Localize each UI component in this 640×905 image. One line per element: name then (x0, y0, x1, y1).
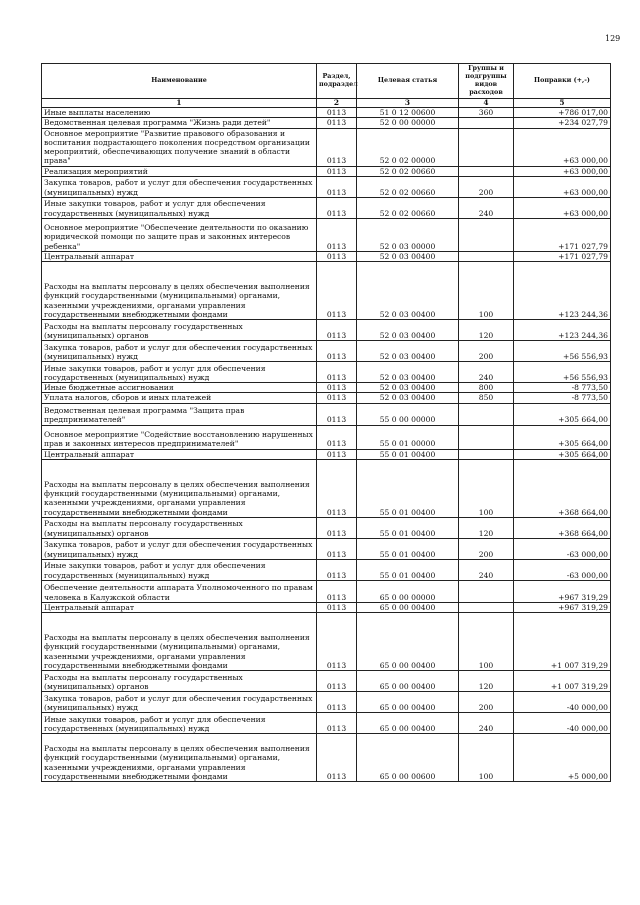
row-target-article: 52 0 03 00400 (357, 393, 459, 403)
row-expense-group (459, 425, 514, 449)
row-expense-group: 100 (459, 262, 514, 320)
header-expense-group: Группы и подгруппы видов расходов (459, 64, 514, 99)
row-section: 0113 (317, 262, 357, 320)
row-expense-group: 120 (459, 517, 514, 538)
header-section: Раздел, подраздел (317, 64, 357, 99)
row-section: 0113 (317, 671, 357, 692)
column-number: 1 (42, 99, 317, 108)
row-section: 0113 (317, 197, 357, 218)
row-amount: +305 664,00 (514, 449, 611, 459)
row-amount: -8 773,50 (514, 383, 611, 393)
row-name: Закупка товаров, работ и услуг для обеспечения государственных (муниципальных) нужд (42, 341, 317, 362)
row-target-article: 52 0 02 00000 (357, 128, 459, 166)
row-amount: +56 556,93 (514, 362, 611, 383)
row-amount: +967 319,29 (514, 602, 611, 612)
row-name: Расходы на выплаты персоналу государственных (муниципальных) органов (42, 671, 317, 692)
row-expense-group (459, 128, 514, 166)
row-name: Центральный аппарат (42, 251, 317, 261)
row-name: Закупка товаров, работ и услуг для обеспечения государственных (муниципальных) нужд (42, 538, 317, 559)
row-section: 0113 (317, 108, 357, 118)
row-name: Расходы на выплаты персоналу в целях обеспечения выполнения функций государственными (муниципальными) органами, казенными учреждениями, органами управления государственными внебюджетными фондами (42, 613, 317, 671)
row-amount: +5 000,00 (514, 734, 611, 782)
table-row (42, 559, 611, 580)
row-expense-group: 360 (459, 108, 514, 118)
row-expense-group: 240 (459, 362, 514, 383)
row-amount: +234 027,79 (514, 118, 611, 128)
table-body (42, 108, 611, 782)
row-expense-group (459, 403, 514, 425)
row-target-article: 65 0 00 00000 (357, 580, 459, 602)
row-target-article: 52 0 03 00400 (357, 383, 459, 393)
row-expense-group (459, 166, 514, 176)
row-section: 0113 (317, 602, 357, 612)
row-name: Расходы на выплаты персоналу государственных (муниципальных) органов (42, 320, 317, 341)
row-section: 0113 (317, 580, 357, 602)
row-amount: +967 319,29 (514, 580, 611, 602)
row-expense-group (459, 218, 514, 251)
row-section: 0113 (317, 218, 357, 251)
row-amount: +63 000,00 (514, 176, 611, 197)
row-name: Расходы на выплаты персоналу государственных (муниципальных) органов (42, 517, 317, 538)
row-expense-group: 120 (459, 320, 514, 341)
row-amount: +171 027,79 (514, 251, 611, 261)
table-row (42, 671, 611, 692)
budget-amendments-table (41, 63, 611, 782)
row-amount: -8 773,50 (514, 393, 611, 403)
table-row (42, 362, 611, 383)
row-target-article: 51 0 12 00600 (357, 108, 459, 118)
row-expense-group: 100 (459, 734, 514, 782)
row-name: Реализация мероприятий (42, 166, 317, 176)
column-number: 2 (317, 99, 357, 108)
row-target-article: 52 0 00 00000 (357, 118, 459, 128)
header-name: Наименование (42, 64, 317, 99)
row-amount: +786 017,00 (514, 108, 611, 118)
row-expense-group (459, 449, 514, 459)
row-amount: +123 244,36 (514, 262, 611, 320)
row-section: 0113 (317, 692, 357, 713)
row-section: 0113 (317, 251, 357, 261)
table-row (42, 393, 611, 403)
row-name: Иные бюджетные ассигнования (42, 383, 317, 393)
column-number: 4 (459, 99, 514, 108)
row-section: 0113 (317, 341, 357, 362)
row-amount: -40 000,00 (514, 713, 611, 734)
table-row (42, 459, 611, 517)
row-target-article: 65 0 00 00400 (357, 713, 459, 734)
row-expense-group: 200 (459, 176, 514, 197)
row-target-article: 52 0 03 00400 (357, 251, 459, 261)
row-target-article: 55 0 01 00400 (357, 517, 459, 538)
column-number: 3 (357, 99, 459, 108)
row-target-article: 52 0 02 00660 (357, 197, 459, 218)
table-row (42, 403, 611, 425)
row-target-article: 52 0 02 00660 (357, 176, 459, 197)
row-section: 0113 (317, 517, 357, 538)
table-row (42, 613, 611, 671)
row-amount: +305 664,00 (514, 425, 611, 449)
row-section: 0113 (317, 538, 357, 559)
row-name: Центральный аппарат (42, 602, 317, 612)
row-target-article: 52 0 03 00000 (357, 218, 459, 251)
row-name: Центральный аппарат (42, 449, 317, 459)
row-amount: +171 027,79 (514, 218, 611, 251)
row-target-article: 55 0 00 00000 (357, 403, 459, 425)
row-name: Расходы на выплаты персоналу в целях обеспечения выполнения функций государственными (муниципальными) органами, казенными учреждениями, органами управления государственными внебюджетными фондами (42, 459, 317, 517)
row-section: 0113 (317, 734, 357, 782)
row-target-article: 55 0 01 00400 (357, 559, 459, 580)
table-row (42, 713, 611, 734)
header-amendment: Поправки (+,-) (514, 64, 611, 99)
row-section: 0113 (317, 425, 357, 449)
table-row (42, 262, 611, 320)
row-target-article: 55 0 01 00000 (357, 425, 459, 449)
table-row (42, 734, 611, 782)
row-name: Иные закупки товаров, работ и услуг для обеспечения государственных (муниципальных) нужд (42, 559, 317, 580)
row-expense-group: 240 (459, 559, 514, 580)
row-expense-group (459, 118, 514, 128)
row-section: 0113 (317, 403, 357, 425)
row-target-article: 55 0 01 00400 (357, 449, 459, 459)
table-row (42, 108, 611, 118)
row-section: 0113 (317, 118, 357, 128)
row-name: Основное мероприятие "Содействие восстановлению нарушенных прав и законных интересов предпринимателей" (42, 425, 317, 449)
table-row (42, 449, 611, 459)
row-expense-group: 100 (459, 613, 514, 671)
row-expense-group: 200 (459, 692, 514, 713)
table-row (42, 166, 611, 176)
row-expense-group: 100 (459, 459, 514, 517)
row-target-article: 65 0 00 00400 (357, 671, 459, 692)
row-expense-group: 200 (459, 341, 514, 362)
row-target-article: 52 0 02 00660 (357, 166, 459, 176)
row-amount: +1 007 319,29 (514, 671, 611, 692)
row-amount: +63 000,00 (514, 166, 611, 176)
row-amount: +56 556,93 (514, 341, 611, 362)
column-number: 5 (514, 99, 611, 108)
row-name: Ведомственная целевая программа "Жизнь ради детей" (42, 118, 317, 128)
page-number: 129 (605, 34, 621, 43)
row-section: 0113 (317, 383, 357, 393)
row-amount: +1 007 319,29 (514, 613, 611, 671)
row-section: 0113 (317, 128, 357, 166)
row-name: Основное мероприятие "Обеспечение деятельности по оказанию юридической помощи по защите прав и законных интересов ребенка" (42, 218, 317, 251)
row-target-article: 55 0 01 00400 (357, 538, 459, 559)
row-target-article: 65 0 00 00400 (357, 692, 459, 713)
table-row (42, 251, 611, 261)
table-row (42, 383, 611, 393)
row-expense-group: 800 (459, 383, 514, 393)
table-row (42, 341, 611, 362)
table-row (42, 176, 611, 197)
row-expense-group: 120 (459, 671, 514, 692)
row-target-article: 55 0 01 00400 (357, 459, 459, 517)
row-expense-group (459, 580, 514, 602)
header-row (42, 64, 611, 99)
row-section: 0113 (317, 613, 357, 671)
table-row (42, 538, 611, 559)
row-name: Иные закупки товаров, работ и услуг для обеспечения государственных (муниципальных) нужд (42, 197, 317, 218)
row-amount: -40 000,00 (514, 692, 611, 713)
table-row (42, 425, 611, 449)
row-section: 0113 (317, 449, 357, 459)
row-expense-group: 850 (459, 393, 514, 403)
row-section: 0113 (317, 393, 357, 403)
table-row (42, 320, 611, 341)
row-amount: +305 664,00 (514, 403, 611, 425)
row-section: 0113 (317, 320, 357, 341)
row-expense-group (459, 602, 514, 612)
row-name: Ведомственная целевая программа "Защита прав предпринимателей" (42, 403, 317, 425)
table-row (42, 692, 611, 713)
table-row (42, 118, 611, 128)
row-name: Иные закупки товаров, работ и услуг для обеспечения государственных (муниципальных) нужд (42, 362, 317, 383)
row-section: 0113 (317, 713, 357, 734)
row-amount: -63 000,00 (514, 538, 611, 559)
row-expense-group: 200 (459, 538, 514, 559)
row-name: Уплата налогов, сборов и иных платежей (42, 393, 317, 403)
row-name: Закупка товаров, работ и услуг для обеспечения государственных (муниципальных) нужд (42, 692, 317, 713)
row-target-article: 65 0 00 00400 (357, 613, 459, 671)
row-target-article: 52 0 03 00400 (357, 362, 459, 383)
row-name: Иные закупки товаров, работ и услуг для обеспечения государственных (муниципальных) нужд (42, 713, 317, 734)
row-target-article: 52 0 03 00400 (357, 320, 459, 341)
row-amount: +63 000,00 (514, 197, 611, 218)
row-amount: +63 000,00 (514, 128, 611, 166)
row-name: Закупка товаров, работ и услуг для обеспечения государственных (муниципальных) нужд (42, 176, 317, 197)
table-row (42, 218, 611, 251)
row-expense-group (459, 251, 514, 261)
row-amount: +123 244,36 (514, 320, 611, 341)
row-expense-group: 240 (459, 197, 514, 218)
row-target-article: 65 0 00 00600 (357, 734, 459, 782)
table-row (42, 197, 611, 218)
row-name: Иные выплаты населению (42, 108, 317, 118)
row-name: Основное мероприятие "Развитие правового образования и воспитания подрастающего поколения посредством организации мероприятий, обеспечивающих получение знаний в области права" (42, 128, 317, 166)
row-amount: +368 664,00 (514, 517, 611, 538)
table-row (42, 602, 611, 612)
row-section: 0113 (317, 559, 357, 580)
row-amount: +368 664,00 (514, 459, 611, 517)
table-row (42, 517, 611, 538)
row-section: 0113 (317, 176, 357, 197)
row-target-article: 52 0 03 00400 (357, 262, 459, 320)
row-name: Обеспечение деятельности аппарата Уполномоченного по правам человека в Калужской области (42, 580, 317, 602)
row-expense-group: 240 (459, 713, 514, 734)
row-target-article: 65 0 00 00400 (357, 602, 459, 612)
table-row (42, 128, 611, 166)
row-section: 0113 (317, 166, 357, 176)
row-name: Расходы на выплаты персоналу в целях обеспечения выполнения функций государственными (муниципальными) органами, казенными учреждениями, органами управления государственными внебюджетными фондами (42, 262, 317, 320)
column-number-row (42, 99, 611, 108)
row-section: 0113 (317, 362, 357, 383)
table-row (42, 580, 611, 602)
row-section: 0113 (317, 459, 357, 517)
row-amount: -63 000,00 (514, 559, 611, 580)
row-name: Расходы на выплаты персоналу в целях обеспечения выполнения функций государственными (муниципальными) органами, казенными учреждениями, органами управления государственными внебюджетными фондами (42, 734, 317, 782)
header-target-article: Целевая статья (357, 64, 459, 99)
row-target-article: 52 0 03 00400 (357, 341, 459, 362)
